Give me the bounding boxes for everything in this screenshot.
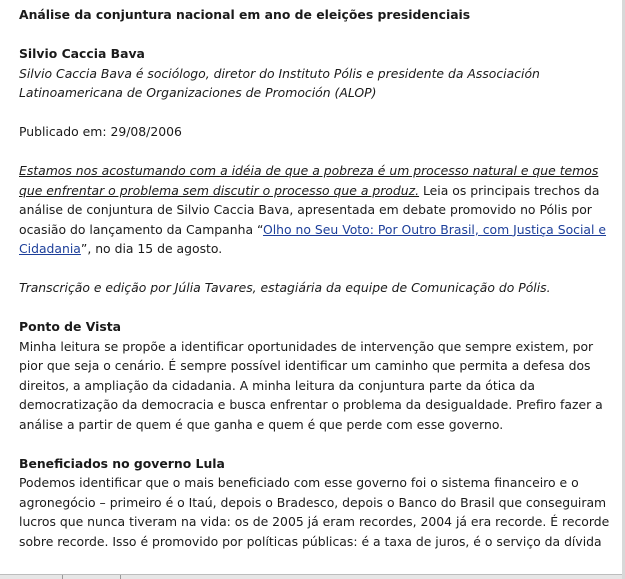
- section-line: Podemos identificar que o mais beneficiado com esse governo foi o sistema financeiro e o: [19, 475, 579, 490]
- intro-line-5: [19, 239, 615, 259]
- author-bio-line-1: Silvio Caccia Bava é sociólogo, diretor do Instituto Pólis e presidente da Associación: [19, 65, 540, 81]
- spacer: [19, 25, 615, 45]
- published-date: Publicado em: 29/08/2006: [19, 124, 182, 139]
- intro-line-3: análise de conjuntura de Silvio Caccia Bava, apresentada em debate promovido no Pólis por: [19, 202, 592, 217]
- section-ponto-de-vista: [19, 317, 615, 434]
- horizontal-scrollbar[interactable]: [0, 574, 622, 579]
- author-name: Silvio Caccia Bava: [19, 46, 145, 61]
- intro-underlined-line-1: Estamos nos acostumando com a idéia de que a pobreza é um processo natural e que temos: [19, 163, 599, 178]
- spacer: [19, 142, 615, 162]
- section-line: Minha leitura se propõe a identificar oportunidades de intervenção que sempre existem, por: [19, 338, 594, 354]
- section-line: lucros que nunca tiveram na vida: os de 2005 já eram recordes, 2004 já era recorde. É recorde: [19, 514, 610, 529]
- document-body: [19, 5, 615, 551]
- spacer: [19, 103, 615, 123]
- section-heading: Beneficiados no governo Lula: [19, 455, 225, 471]
- intro-underlined-line-2: que enfrentar o problema sem discutir o processo que a produz.: [19, 182, 420, 198]
- section-heading: Ponto de Vista: [19, 319, 122, 334]
- campaign-link-part-1[interactable]: Olho no Seu Voto: Por Outro Brasil, com Justiça Social e: [262, 221, 607, 237]
- section-line: democratização da democracia e busca enfrentar o problema da desigualdade. Prefiro fazer a: [19, 397, 603, 412]
- spacer: [19, 259, 615, 279]
- section-line: análise a partir de quem é que ganha e quem é que perde com esse governo.: [19, 416, 504, 432]
- section-line: agronegócio – primeiro é o Itaú, depois o Bradesco, depois o Banco do Brasil que conseguiram: [19, 494, 607, 510]
- transcription-credit: Transcrição e edição por Júlia Tavares, estagiária da equipe de Comunicação do Pólis.: [19, 280, 551, 295]
- section-line: pior que seja o cenário. É sempre possível identificar um caminho que permita a defesa dos: [19, 358, 591, 373]
- spacer: [19, 298, 615, 318]
- author-bio-line-2: Latinoamericana de Organizaciones de Promoción (ALOP): [19, 85, 377, 100]
- spacer: [19, 434, 615, 454]
- intro-paragraph: [19, 161, 615, 259]
- intro-line-4: [19, 220, 615, 240]
- intro-line-4-start: ocasião do lançamento da Campanha “: [19, 221, 263, 237]
- campaign-link-part-2[interactable]: Cidadania: [19, 241, 81, 256]
- intro-line-2: [19, 181, 615, 201]
- section-beneficiados: [19, 454, 615, 552]
- intro-line-2-rest: Leia os principais trechos da: [419, 182, 600, 198]
- section-line: sobre recorde. Isso é promovido por políticas públicas: é a taxa de juros, é o serviço da dívida: [19, 533, 602, 549]
- intro-line-5-rest: ”, no dia 15 de agosto.: [80, 241, 223, 256]
- document-title: Análise da conjuntura nacional em ano de eleições presidenciais: [19, 7, 471, 22]
- scrollbar-divider: [62, 575, 63, 579]
- section-line: direitos, a ampliação da cidadania. A minha leitura da conjuntura parte da ótica da: [19, 377, 535, 393]
- scrollbar-divider: [120, 575, 121, 579]
